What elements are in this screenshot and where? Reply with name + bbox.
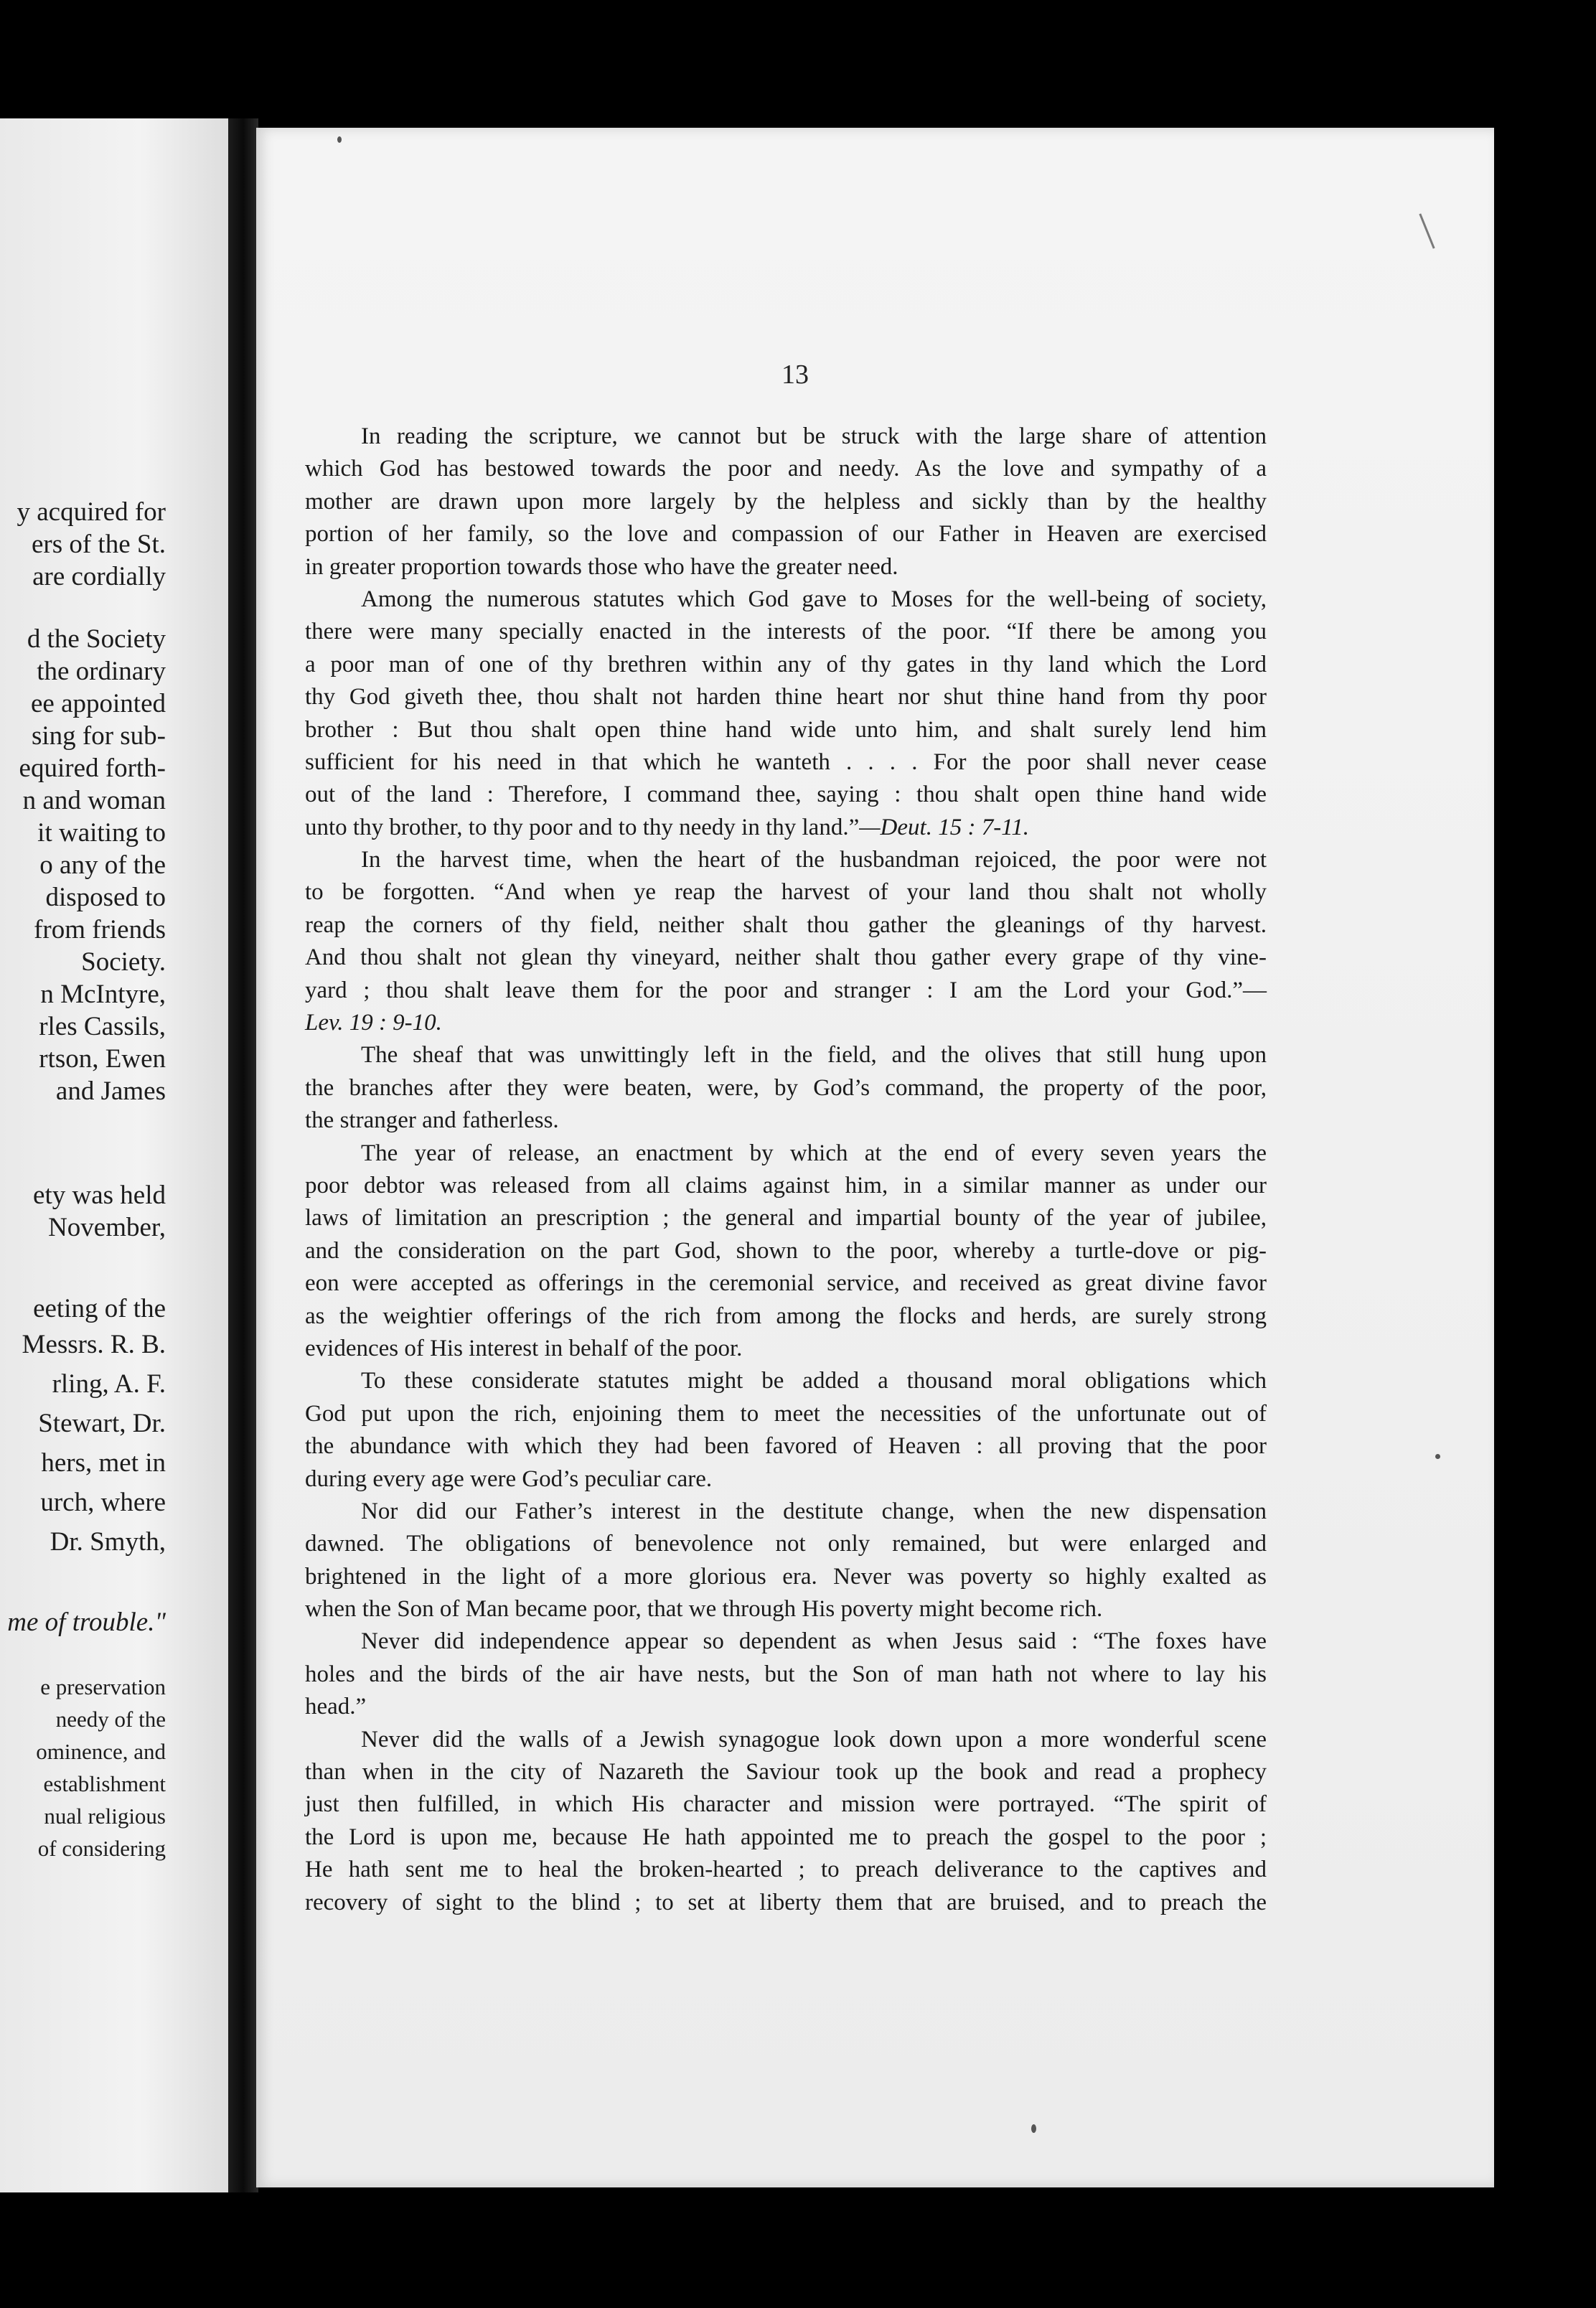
previous-page-line: equired forth-: [19, 754, 166, 783]
line-text: mother are drawn upon more largely by the helpless and sickly than by the healthy: [305, 488, 1267, 515]
text-line: [305, 1007, 1267, 1039]
previous-page-line: eeting of the: [33, 1294, 166, 1323]
previous-page-line: sing for sub-: [31, 721, 166, 751]
line-text: to be forgotten. “And when ye reap the harvest of your land thou shalt not wholly: [305, 879, 1267, 906]
text-line: [305, 1821, 1267, 1854]
line-text: which God has bestowed towards the poor and needy. As the love and sympathy of a: [305, 456, 1267, 482]
paragraph-first-line: [305, 421, 1267, 453]
text-line: [305, 1104, 1267, 1137]
line-text: holes and the birds of the air have nests, but the Son of man hath not where to lay his: [305, 1661, 1267, 1687]
text-line: [305, 486, 1267, 518]
previous-page-line: nual religious: [44, 1803, 166, 1829]
scripture-reference: Lev. 19 : 9-10.: [305, 1010, 442, 1036]
previous-page-line: from friends: [34, 915, 166, 944]
text-line: [305, 1267, 1267, 1300]
text-line: [305, 714, 1267, 746]
line-text: the Lord is upon me, because He hath appointed me to preach the gospel to the poor ;: [305, 1824, 1267, 1850]
line-text: dawned. The obligations of benevolence not only remained, but were enlarged and: [305, 1531, 1267, 1557]
scripture-reference: —Deut. 15 : 7-11.: [859, 814, 1029, 840]
text-line: [305, 812, 1267, 844]
scan-mark: [1419, 213, 1435, 248]
paragraph-first-line: [305, 1496, 1267, 1528]
line-text: poor debtor was released from all claims against him, in a similar manner as under our: [305, 1172, 1267, 1198]
text-line: [305, 1593, 1267, 1626]
previous-page-line: e preservation: [40, 1674, 166, 1699]
previous-page-line: o any of the: [39, 850, 166, 880]
line-text: He hath sent me to heal the broken-hearted ; to preach deliverance to the captives and: [305, 1857, 1267, 1883]
scan-speck: [1435, 1454, 1440, 1459]
line-text: Never did the walls of a Jewish synagogue look down upon a more wonderful scene: [361, 1726, 1267, 1753]
previous-page-line: ominence, and: [36, 1739, 166, 1764]
previous-page-line: Dr. Smyth,: [50, 1527, 166, 1557]
paragraph-first-line: [305, 1724, 1267, 1756]
line-text: the branches after they were beaten, were, by God’s command, the property of the poor,: [305, 1074, 1267, 1101]
text-line: [305, 1202, 1267, 1234]
text-line: [305, 1528, 1267, 1560]
paragraph-first-line: [305, 844, 1267, 876]
line-text: evidences of His interest in behalf of the poor.: [305, 1335, 743, 1361]
text-line: [305, 1887, 1267, 1919]
scan-speck: [337, 136, 342, 143]
text-line: [305, 1561, 1267, 1593]
previous-page-line: rling, A. F.: [52, 1369, 166, 1399]
line-text: portion of her family, so the love and compassion of our Father in Heaven are exercised: [305, 521, 1267, 548]
text-line: [305, 1072, 1267, 1104]
line-text: just then fulfilled, in which His character and mission were portrayed. “The spirit of: [305, 1791, 1267, 1818]
text-line: [305, 1659, 1267, 1691]
previous-page-line: November,: [48, 1213, 166, 1242]
line-text: Among the numerous statutes which God gave to Moses for the well-being of society,: [361, 586, 1267, 612]
text-line: [305, 1463, 1267, 1496]
book-gutter: [228, 118, 258, 2192]
line-text: sufficient for his need in that which he wanteth . . . . For the poor shall never cease: [305, 749, 1267, 775]
line-text: God put upon the rich, enjoining them to meet the necessities of the unfortunate out of: [305, 1400, 1267, 1427]
line-text: as the weightier offerings of the rich from among the flocks and herds, are surely strong: [305, 1303, 1267, 1329]
line-text: during every age were God’s peculiar care.: [305, 1465, 713, 1492]
text-line: [305, 1756, 1267, 1788]
text-line: [305, 746, 1267, 779]
line-text: eon were accepted as offerings in the ceremonial service, and received as great divine favor: [305, 1270, 1267, 1297]
previous-page-line: establishment: [43, 1771, 166, 1796]
line-text: out of the land : Therefore, I command thee, saying : thou shalt open thine hand wide: [305, 782, 1267, 808]
text-line: [305, 681, 1267, 713]
text-line: [305, 779, 1267, 811]
line-text: Nor did our Father’s interest in the destitute change, when the new dispensation: [361, 1498, 1267, 1524]
text-line: [305, 1430, 1267, 1463]
line-text: when the Son of Man became poor, that we through His poverty might become rich.: [305, 1596, 1103, 1623]
text-line: [305, 1854, 1267, 1886]
line-text: recovery of sight to the blind ; to set at liberty them that are bruised, and to preach the: [305, 1889, 1267, 1915]
previous-page-line: and James: [55, 1076, 166, 1106]
previous-page-line: Messrs. R. B.: [22, 1330, 166, 1359]
body-text: [305, 421, 1267, 1919]
text-line: [305, 909, 1267, 942]
text-line: [305, 518, 1267, 550]
text-line: [305, 1300, 1267, 1333]
previous-page-line: n McIntyre,: [40, 980, 166, 1009]
previous-page-line: ers of the St.: [31, 530, 166, 559]
line-text: a poor man of one of thy brethren within any of thy gates in thy land which the Lord: [305, 651, 1267, 677]
text-line: [305, 975, 1267, 1007]
line-text: To these considerate statutes might be added a thousand moral obligations which: [361, 1368, 1267, 1394]
text-line: [305, 616, 1267, 648]
paragraph-first-line: [305, 583, 1267, 616]
line-text: Never did independence appear so dependent as when Jesus said : “The foxes have: [361, 1628, 1267, 1655]
line-text: the stranger and fatherless.: [305, 1107, 559, 1134]
previous-page-line: y acquired for: [17, 497, 166, 527]
previous-page-line: Stewart, Dr.: [38, 1409, 166, 1438]
line-text: yard ; thou shalt leave them for the poor and stranger : I am the Lord your God.”—: [305, 977, 1267, 1003]
previous-page-line: are cordially: [32, 562, 166, 591]
text-line: [305, 876, 1267, 909]
previous-page-line: it waiting to: [37, 818, 166, 848]
text-line: [305, 942, 1267, 974]
line-text: and the consideration on the part God, shown to the poor, whereby a turtle-dove or pig-: [305, 1237, 1267, 1264]
scan-speck: [1031, 2124, 1036, 2133]
text-line: [305, 453, 1267, 485]
previous-page-line: d the Society: [27, 624, 166, 654]
previous-page-line: ee appointed: [31, 689, 166, 718]
paragraph-first-line: [305, 1365, 1267, 1397]
line-text: brother : But thou shalt open thine hand wide unto him, and shalt surely lend him: [305, 716, 1267, 743]
text-line: [305, 1398, 1267, 1430]
previous-page-fragment: [0, 118, 233, 2192]
text-line: [305, 1170, 1267, 1202]
line-text: laws of limitation an prescription ; the general and impartial bounty of the year of jubilee,: [305, 1205, 1267, 1232]
text-line: [305, 1788, 1267, 1821]
previous-page-line: of considering: [37, 1836, 166, 1861]
previous-page-line: needy of the: [55, 1707, 166, 1732]
previous-page-line: n and woman: [22, 786, 166, 815]
previous-page-line: rles Cassils,: [39, 1012, 166, 1041]
paragraph-first-line: [305, 1039, 1267, 1071]
line-text: reap the corners of thy field, neither shalt thou gather the gleanings of thy harvest.: [305, 911, 1267, 938]
line-text: than when in the city of Nazareth the Saviour took up the book and read a prophecy: [305, 1759, 1267, 1786]
text-line: [305, 1235, 1267, 1267]
previous-page-line: disposed to: [45, 883, 166, 912]
line-text: And thou shalt not glean thy vineyard, neither shalt thou gather every grape of thy vine-: [305, 944, 1267, 971]
text-line: [305, 649, 1267, 681]
line-text: thy God giveth thee, thou shalt not harden thine heart nor shut thine hand from thy poor: [305, 684, 1267, 710]
text-line: [305, 1333, 1267, 1365]
paragraph-first-line: [305, 1137, 1267, 1170]
line-text: In the harvest time, when the heart of the husbandman rejoiced, the poor were not: [361, 847, 1267, 873]
page-number: 13: [781, 360, 809, 390]
paragraph-first-line: [305, 1626, 1267, 1658]
previous-page-line: rtson, Ewen: [39, 1044, 166, 1074]
line-text: the abundance with which they had been favored of Heaven : all proving that the poor: [305, 1433, 1267, 1460]
previous-page-line: Society.: [81, 947, 166, 977]
line-text: head.”: [305, 1694, 367, 1720]
line-text: in greater proportion towards those who have the greater need.: [305, 553, 898, 580]
previous-page-line: urch, where: [40, 1488, 166, 1517]
line-text: The year of release, an enactment by which at the end of every seven years the: [361, 1140, 1267, 1166]
previous-page-line: me of trouble.": [7, 1608, 166, 1637]
line-text: unto thy brother, to thy poor and to thy needy in thy land.”: [305, 814, 860, 840]
previous-page-line: the ordinary: [37, 657, 166, 686]
previous-page-line: hers, met in: [41, 1448, 166, 1478]
text-line: [305, 551, 1267, 583]
line-text: The sheaf that was unwittingly left in the field, and the olives that still hung upon: [361, 1042, 1267, 1069]
line-text: there were many specially enacted in the interests of the poor. “If there be among you: [305, 619, 1267, 645]
line-text: brightened in the light of a more glorious era. Never was poverty so highly exalted as: [305, 1563, 1267, 1590]
previous-page-line: ety was held: [33, 1181, 166, 1210]
text-line: [305, 1691, 1267, 1723]
line-text: In reading the scripture, we cannot but be struck with the large share of attention: [361, 423, 1267, 449]
